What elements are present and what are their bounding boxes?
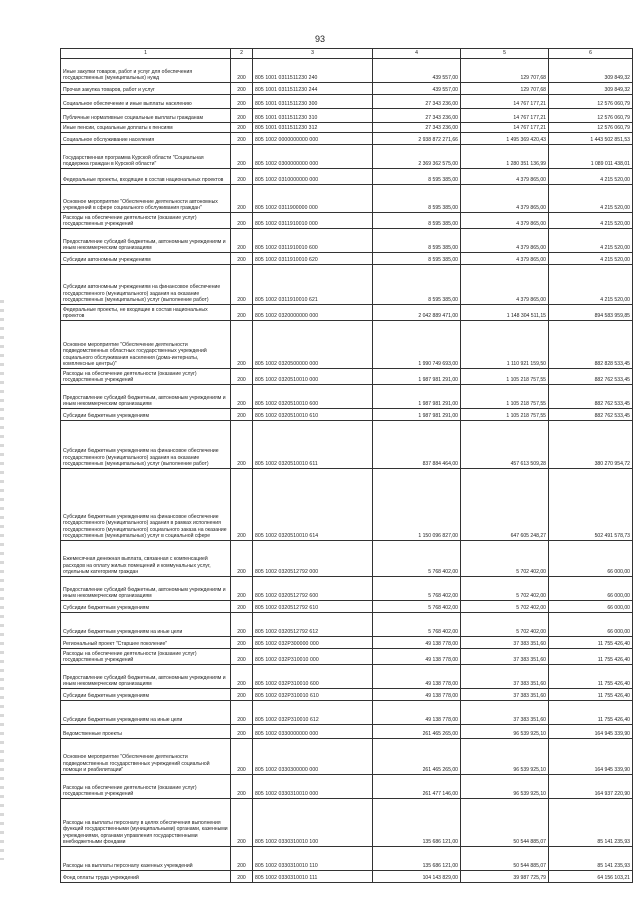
cell-budget-code: 805 1002 032P310010 610 <box>253 689 373 701</box>
cell-line-code: 200 <box>231 601 253 613</box>
table-row <box>61 253 633 265</box>
cell-budget-code: 805 1002 0320510010 000 <box>253 369 373 385</box>
cell-name: Федеральные проекты, не входящие в состав национальных проектов <box>61 305 231 321</box>
cell-remaining: 380 270 954,72 <box>549 421 633 469</box>
cell-budget-code: 805 1002 0320510010 611 <box>253 421 373 469</box>
cell-budget-code: 805 1001 0311511230 310 <box>253 109 373 123</box>
cell-approved: 8 595 385,00 <box>373 265 461 305</box>
cell-executed: 4 379 865,00 <box>461 229 549 253</box>
cell-approved: 5 768 402,00 <box>373 601 461 613</box>
cell-budget-code: 805 1001 0311511230 312 <box>253 123 373 133</box>
cell-approved: 2 042 889 471,00 <box>373 305 461 321</box>
cell-name: Предоставление субсидий бюджетным, автономным учреждениям и иным некоммерческим организациям <box>61 577 231 601</box>
cell-remaining: 882 762 533,45 <box>549 369 633 385</box>
cell-line-code: 200 <box>231 95 253 109</box>
table-row <box>61 775 633 799</box>
cell-budget-code: 805 1002 0320512792 610 <box>253 601 373 613</box>
cell-remaining: 12 576 060,79 <box>549 123 633 133</box>
cell-line-code: 200 <box>231 541 253 577</box>
cell-approved: 27 343 236,00 <box>373 109 461 123</box>
cell-approved: 49 138 778,00 <box>373 689 461 701</box>
table-row <box>61 649 633 665</box>
cell-approved: 49 138 778,00 <box>373 665 461 689</box>
cell-executed: 39 987 725,79 <box>461 871 549 883</box>
cell-approved: 5 768 402,00 <box>373 541 461 577</box>
cell-line-code: 200 <box>231 725 253 739</box>
cell-budget-code: 805 1002 0300000000 000 <box>253 145 373 169</box>
table-row <box>61 469 633 541</box>
cell-executed: 5 702 402,00 <box>461 601 549 613</box>
cell-line-code: 200 <box>231 123 253 133</box>
table-row <box>61 83 633 95</box>
cell-executed: 1 110 921 159,50 <box>461 321 549 369</box>
cell-remaining: 12 576 060,79 <box>549 109 633 123</box>
cell-name: Ведомственные проекты <box>61 725 231 739</box>
cell-approved: 5 768 402,00 <box>373 577 461 601</box>
cell-remaining: 85 141 235,93 <box>549 799 633 847</box>
cell-budget-code: 805 1001 0311511230 240 <box>253 59 373 83</box>
table-row <box>61 305 633 321</box>
cell-line-code: 200 <box>231 701 253 725</box>
cell-approved: 49 138 778,00 <box>373 701 461 725</box>
cell-budget-code: 805 1002 0320000000 000 <box>253 305 373 321</box>
cell-executed: 457 613 509,28 <box>461 421 549 469</box>
cell-name: Фонд оплаты труда учреждений <box>61 871 231 883</box>
cell-approved: 8 595 385,00 <box>373 253 461 265</box>
cell-approved: 8 595 385,00 <box>373 213 461 229</box>
cell-approved: 261 465 265,00 <box>373 725 461 739</box>
table-row <box>61 369 633 385</box>
table-row <box>61 421 633 469</box>
cell-executed: 4 379 865,00 <box>461 265 549 305</box>
cell-executed: 37 383 351,60 <box>461 701 549 725</box>
cell-line-code: 200 <box>231 321 253 369</box>
cell-line-code: 200 <box>231 409 253 421</box>
table-row <box>61 229 633 253</box>
cell-remaining: 309 849,32 <box>549 59 633 83</box>
cell-line-code: 200 <box>231 59 253 83</box>
cell-remaining: 66 000,00 <box>549 613 633 637</box>
cell-name: Расходы на обеспечение деятельности (оказание услуг) государственных учреждений <box>61 649 231 665</box>
cell-remaining: 502 491 578,73 <box>549 469 633 541</box>
cell-approved: 8 595 385,00 <box>373 169 461 185</box>
page-number: 93 <box>314 34 325 44</box>
cell-executed: 96 539 925,10 <box>461 739 549 775</box>
cell-remaining: 11 755 426,40 <box>549 637 633 649</box>
cell-approved: 27 343 236,00 <box>373 95 461 109</box>
budget-table <box>60 48 633 883</box>
cell-budget-code: 805 1002 0310000000 000 <box>253 169 373 185</box>
cell-executed: 4 379 865,00 <box>461 169 549 185</box>
cell-executed: 5 702 402,00 <box>461 577 549 601</box>
cell-approved: 1 150 096 827,00 <box>373 469 461 541</box>
cell-executed: 1 105 218 757,55 <box>461 409 549 421</box>
header-cell-approved: 4 <box>373 49 461 59</box>
cell-executed: 4 379 865,00 <box>461 253 549 265</box>
cell-executed: 14 767 177,21 <box>461 123 549 133</box>
cell-name: Прочая закупка товаров, работ и услуг <box>61 83 231 95</box>
cell-name: Государственная программа Курской области "Социальная поддержка граждан в Курской области" <box>61 145 231 169</box>
cell-line-code: 200 <box>231 637 253 649</box>
cell-approved: 8 595 385,00 <box>373 185 461 213</box>
table-row <box>61 601 633 613</box>
cell-approved: 5 768 402,00 <box>373 613 461 637</box>
cell-line-code: 200 <box>231 169 253 185</box>
cell-remaining: 12 576 060,79 <box>549 95 633 109</box>
cell-remaining: 164 937 220,90 <box>549 775 633 799</box>
table-row <box>61 133 633 145</box>
cell-executed: 5 702 402,00 <box>461 613 549 637</box>
table-row <box>61 265 633 305</box>
cell-remaining: 164 945 339,90 <box>549 739 633 775</box>
cell-budget-code: 805 1002 0320510010 614 <box>253 469 373 541</box>
cell-line-code: 200 <box>231 133 253 145</box>
cell-executed: 5 702 402,00 <box>461 541 549 577</box>
table-row <box>61 185 633 213</box>
header-cell-budget-code: 3 <box>253 49 373 59</box>
cell-line-code: 200 <box>231 847 253 871</box>
table-row <box>61 871 633 883</box>
cell-budget-code: 805 1002 0330310010 000 <box>253 775 373 799</box>
cell-executed: 50 544 885,07 <box>461 847 549 871</box>
table-row <box>61 665 633 689</box>
cell-remaining: 309 849,32 <box>549 83 633 95</box>
table-row <box>61 739 633 775</box>
table-row <box>61 637 633 649</box>
cell-name: Предоставление субсидий бюджетным, автономным учреждениям и иным некоммерческим организациям <box>61 385 231 409</box>
cell-budget-code: 805 1002 0320500000 000 <box>253 321 373 369</box>
cell-remaining: 11 755 426,40 <box>549 649 633 665</box>
cell-budget-code: 805 1002 0320512792 000 <box>253 541 373 577</box>
cell-executed: 96 539 925,10 <box>461 775 549 799</box>
cell-name: Предоставление субсидий бюджетным, автономным учреждениям и иным некоммерческим организациям <box>61 229 231 253</box>
cell-approved: 1 987 981 291,00 <box>373 369 461 385</box>
cell-budget-code: 805 1002 0320512792 600 <box>253 577 373 601</box>
cell-line-code: 200 <box>231 305 253 321</box>
cell-name: Субсидии автономным учреждениям на финансовое обеспечение государственного (муниципального) задания на оказание государственных (муниципальных) услуг (выполнение работ) <box>61 265 231 305</box>
cell-name: Расходы на обеспечение деятельности (оказание услуг) государственных учреждений <box>61 775 231 799</box>
cell-approved: 261 465 265,00 <box>373 739 461 775</box>
cell-approved: 261 477 146,00 <box>373 775 461 799</box>
cell-remaining: 64 156 103,21 <box>549 871 633 883</box>
cell-budget-code: 805 1002 032P310010 000 <box>253 649 373 665</box>
table-row <box>61 541 633 577</box>
cell-executed: 4 379 865,00 <box>461 185 549 213</box>
cell-remaining: 882 828 533,45 <box>549 321 633 369</box>
table-row <box>61 725 633 739</box>
cell-name: Иные закупки товаров, работ и услуг для обеспечения государственных (муниципальных) нужд <box>61 59 231 83</box>
table-row <box>61 689 633 701</box>
cell-budget-code: 805 1002 0311910010 000 <box>253 213 373 229</box>
cell-remaining: 894 583 959,85 <box>549 305 633 321</box>
cell-name: Расходы на обеспечение деятельности (оказание услуг) государственных учреждений <box>61 369 231 385</box>
table-row <box>61 95 633 109</box>
cell-name: Расходы на обеспечение деятельности (оказание услуг) государственных учреждений <box>61 213 231 229</box>
cell-budget-code: 805 1002 0330300000 000 <box>253 739 373 775</box>
cell-name: Субсидии бюджетным учреждениям на иные цели <box>61 701 231 725</box>
cell-approved: 439 557,00 <box>373 59 461 83</box>
table-row <box>61 577 633 601</box>
cell-remaining: 11 755 426,40 <box>549 701 633 725</box>
cell-remaining: 882 762 533,45 <box>549 385 633 409</box>
cell-approved: 1 987 981 291,00 <box>373 385 461 409</box>
table-row <box>61 613 633 637</box>
cell-budget-code: 805 1002 0330310010 110 <box>253 847 373 871</box>
table-row <box>61 385 633 409</box>
cell-remaining: 85 141 235,93 <box>549 847 633 871</box>
cell-name: Федеральные проекты, входящие в состав национальных проектов <box>61 169 231 185</box>
header-cell-line-code: 2 <box>231 49 253 59</box>
cell-executed: 14 767 177,21 <box>461 95 549 109</box>
cell-executed: 129 707,68 <box>461 83 549 95</box>
cell-approved: 1 987 981 291,00 <box>373 409 461 421</box>
cell-line-code: 200 <box>231 229 253 253</box>
header-cell-remaining: 6 <box>549 49 633 59</box>
cell-name: Основное мероприятие "Обеспечение деятельности подведомственных областных государственных учреждений социального обслуживания населения (дома-интернаты, комплексные центры)" <box>61 321 231 369</box>
cell-approved: 104 143 829,00 <box>373 871 461 883</box>
cell-remaining: 1 089 011 438,01 <box>549 145 633 169</box>
cell-line-code: 200 <box>231 871 253 883</box>
cell-name: Субсидии бюджетным учреждениям <box>61 409 231 421</box>
cell-executed: 37 383 351,60 <box>461 649 549 665</box>
table-row <box>61 109 633 123</box>
cell-approved: 49 138 778,00 <box>373 649 461 665</box>
cell-approved: 135 686 121,00 <box>373 847 461 871</box>
cell-executed: 647 605 248,27 <box>461 469 549 541</box>
table-row <box>61 321 633 369</box>
cell-name: Расходы на выплаты персоналу в целях обеспечения выполнения функций государственными (муниципальными) органами, казенными учреждениями, органами управления государственными внебюджетными фондами <box>61 799 231 847</box>
cell-budget-code: 805 1002 0320512792 612 <box>253 613 373 637</box>
cell-approved: 439 557,00 <box>373 83 461 95</box>
cell-remaining: 66 000,00 <box>549 601 633 613</box>
cell-name: Ежемесячная денежная выплата, связанная с компенсацией расходов на оплату жилых помещений и коммунальных услуг, отдельным категориям граждан <box>61 541 231 577</box>
cell-approved: 27 343 236,00 <box>373 123 461 133</box>
cell-line-code: 200 <box>231 689 253 701</box>
cell-name: Основное мероприятие "Обеспечение деятельности подведомственных государственных учреждений социальной помощи и реабилитации" <box>61 739 231 775</box>
cell-remaining: 4 215 520,00 <box>549 265 633 305</box>
cell-executed: 1 105 218 757,55 <box>461 385 549 409</box>
cell-executed: 4 379 865,00 <box>461 213 549 229</box>
table-row <box>61 409 633 421</box>
cell-remaining: 4 215 520,00 <box>549 213 633 229</box>
cell-executed: 96 539 925,10 <box>461 725 549 739</box>
cell-remaining: 66 000,00 <box>549 541 633 577</box>
cell-approved: 837 884 464,00 <box>373 421 461 469</box>
cell-budget-code: 805 1002 032P300000 000 <box>253 637 373 649</box>
cell-remaining: 1 443 502 851,53 <box>549 133 633 145</box>
cell-line-code: 200 <box>231 265 253 305</box>
cell-budget-code: 805 1002 0330310010 100 <box>253 799 373 847</box>
cell-line-code: 200 <box>231 775 253 799</box>
cell-remaining: 11 755 426,40 <box>549 689 633 701</box>
cell-name: Субсидии бюджетным учреждениям <box>61 689 231 701</box>
cell-executed: 129 707,68 <box>461 59 549 83</box>
cell-budget-code: 805 1002 0311910010 621 <box>253 265 373 305</box>
cell-budget-code: 805 1001 0311511230 244 <box>253 83 373 95</box>
table-row <box>61 701 633 725</box>
cell-line-code: 200 <box>231 369 253 385</box>
cell-name: Субсидии бюджетным учреждениям на иные цели <box>61 613 231 637</box>
cell-line-code: 200 <box>231 145 253 169</box>
cell-name: Региональный проект "Старшее поколение" <box>61 637 231 649</box>
cell-line-code: 200 <box>231 799 253 847</box>
cell-budget-code: 805 1002 0330000000 000 <box>253 725 373 739</box>
cell-remaining: 4 215 520,00 <box>549 169 633 185</box>
cell-line-code: 200 <box>231 739 253 775</box>
cell-executed: 1 105 218 757,55 <box>461 369 549 385</box>
cell-remaining: 4 215 520,00 <box>549 229 633 253</box>
scan-margin-mark <box>0 300 4 860</box>
cell-name: Субсидии бюджетным учреждениям <box>61 601 231 613</box>
cell-approved: 2 938 872 271,66 <box>373 133 461 145</box>
cell-approved: 8 595 385,00 <box>373 229 461 253</box>
cell-executed: 1 495 369 420,43 <box>461 133 549 145</box>
header-cell-name: 1 <box>61 49 231 59</box>
cell-budget-code: 805 1002 0311910010 600 <box>253 229 373 253</box>
cell-remaining: 11 755 426,40 <box>549 665 633 689</box>
cell-budget-code: 805 1002 032P310010 612 <box>253 701 373 725</box>
cell-line-code: 200 <box>231 613 253 637</box>
cell-approved: 49 138 778,00 <box>373 637 461 649</box>
cell-name: Социальное обслуживание населения <box>61 133 231 145</box>
cell-remaining: 164 945 339,90 <box>549 725 633 739</box>
cell-remaining: 882 762 533,45 <box>549 409 633 421</box>
cell-budget-code: 805 1002 0320510010 610 <box>253 409 373 421</box>
cell-name: Субсидии бюджетным учреждениям на финансовое обеспечение государственного (муниципального) задания в рамках исполнения государственного (муниципального) социального заказа на оказание государственных (муниципальных) услуг в социальной сфере <box>61 469 231 541</box>
cell-line-code: 200 <box>231 253 253 265</box>
cell-name: Публичные нормативные социальные выплаты гражданам <box>61 109 231 123</box>
table-row <box>61 847 633 871</box>
cell-executed: 1 280 351 136,99 <box>461 145 549 169</box>
table-row <box>61 213 633 229</box>
cell-line-code: 200 <box>231 213 253 229</box>
cell-budget-code: 805 1001 0311511230 300 <box>253 95 373 109</box>
cell-remaining: 66 000,00 <box>549 577 633 601</box>
cell-approved: 1 990 749 693,00 <box>373 321 461 369</box>
cell-budget-code: 805 1002 0311900000 000 <box>253 185 373 213</box>
cell-name: Субсидии автономным учреждениям <box>61 253 231 265</box>
cell-name: Предоставление субсидий бюджетным, автономным учреждениям и иным некоммерческим организациям <box>61 665 231 689</box>
cell-name: Иные пенсии, социальные доплаты к пенсиям <box>61 123 231 133</box>
cell-line-code: 200 <box>231 649 253 665</box>
cell-budget-code: 805 1002 0330310010 111 <box>253 871 373 883</box>
cell-line-code: 200 <box>231 109 253 123</box>
cell-executed: 14 767 177,21 <box>461 109 549 123</box>
table-row <box>61 59 633 83</box>
cell-approved: 2 369 362 575,00 <box>373 145 461 169</box>
cell-name: Социальное обеспечение и иные выплаты населению <box>61 95 231 109</box>
cell-line-code: 200 <box>231 665 253 689</box>
cell-name: Субсидии бюджетным учреждениям на финансовое обеспечение государственного (муниципального) задания на оказание государственных (муниципальных) услуг (выполнение работ) <box>61 421 231 469</box>
cell-budget-code: 805 1002 0311910010 620 <box>253 253 373 265</box>
cell-line-code: 200 <box>231 577 253 601</box>
cell-remaining: 4 215 520,00 <box>549 253 633 265</box>
cell-name: Основное мероприятие "Обеспечение деятельности автономных учреждений в сфере социального обслуживания граждан" <box>61 185 231 213</box>
table-row <box>61 123 633 133</box>
cell-line-code: 200 <box>231 185 253 213</box>
cell-name: Расходы на выплаты персоналу казенных учреждений <box>61 847 231 871</box>
cell-line-code: 200 <box>231 421 253 469</box>
table-row <box>61 799 633 847</box>
cell-budget-code: 805 1002 0320510010 600 <box>253 385 373 409</box>
header-cell-executed: 5 <box>461 49 549 59</box>
cell-line-code: 200 <box>231 385 253 409</box>
cell-executed: 37 383 351,60 <box>461 665 549 689</box>
cell-line-code: 200 <box>231 83 253 95</box>
cell-remaining: 4 215 520,00 <box>549 185 633 213</box>
cell-budget-code: 805 1002 032P310010 600 <box>253 665 373 689</box>
cell-executed: 37 383 351,60 <box>461 689 549 701</box>
table-row <box>61 145 633 169</box>
table-row <box>61 169 633 185</box>
table-header-row <box>61 49 633 59</box>
cell-executed: 50 544 885,07 <box>461 799 549 847</box>
cell-approved: 135 686 121,00 <box>373 799 461 847</box>
cell-line-code: 200 <box>231 469 253 541</box>
cell-executed: 1 148 304 511,15 <box>461 305 549 321</box>
cell-budget-code: 805 1002 0000000000 000 <box>253 133 373 145</box>
cell-executed: 37 383 351,60 <box>461 637 549 649</box>
